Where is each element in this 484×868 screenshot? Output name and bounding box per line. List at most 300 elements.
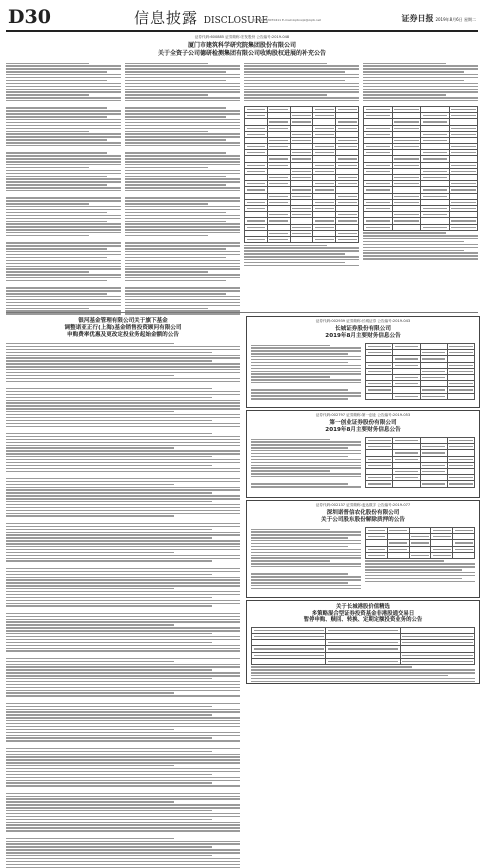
body-column — [125, 61, 240, 316]
text-line — [6, 417, 240, 418]
text-line — [6, 187, 121, 188]
text-line — [6, 577, 240, 578]
text-line — [6, 254, 121, 255]
text-line — [6, 86, 121, 87]
text-line — [6, 122, 121, 123]
text-line — [6, 678, 212, 679]
article-title: 深圳诺普信农化股份有限公司 关于公司股东股份解除质押的公告 — [321, 510, 405, 523]
text-line — [6, 532, 240, 533]
text-line — [363, 74, 478, 75]
text-line — [6, 709, 240, 710]
text-line — [6, 515, 174, 516]
text-line — [125, 271, 208, 272]
text-line — [6, 729, 174, 730]
text-line — [6, 841, 240, 842]
text-line — [6, 843, 240, 844]
article-body — [247, 437, 479, 489]
text-line — [6, 167, 89, 168]
text-line — [251, 566, 361, 567]
text-line — [251, 529, 330, 530]
text-line — [6, 158, 121, 159]
text-line — [125, 74, 240, 75]
text-line — [6, 280, 107, 281]
text-line — [6, 785, 240, 786]
text-line — [6, 771, 240, 772]
text-line — [244, 250, 359, 251]
text-line — [363, 247, 478, 248]
text-line — [6, 200, 121, 201]
text-line — [363, 89, 478, 90]
text-line — [6, 555, 240, 556]
text-line — [251, 379, 361, 380]
text-line — [6, 89, 121, 90]
text-line — [6, 706, 212, 707]
text-line — [363, 91, 478, 92]
text-line — [6, 436, 240, 437]
text-line — [125, 97, 240, 98]
text-line — [6, 498, 240, 499]
section-title: 信息披露 DISCLOSURE — [134, 9, 269, 27]
text-line — [363, 65, 478, 66]
text-line — [6, 71, 107, 72]
text-line — [6, 672, 240, 673]
text-line — [6, 242, 121, 243]
text-line — [6, 630, 240, 631]
text-line — [6, 107, 107, 108]
text-line — [6, 65, 121, 66]
text-line — [6, 732, 240, 733]
text-line — [6, 774, 212, 775]
text-line — [251, 392, 361, 393]
text-line — [6, 711, 240, 712]
text-line — [251, 543, 361, 544]
table-row — [252, 658, 475, 664]
text-line — [6, 495, 240, 496]
text-line — [125, 197, 240, 198]
data-table — [244, 106, 359, 243]
text-line — [125, 71, 226, 72]
text-line — [125, 176, 226, 177]
text-line — [6, 271, 89, 272]
text-line — [6, 645, 240, 646]
text-line — [125, 65, 240, 66]
text-line — [125, 155, 240, 156]
text-line — [6, 68, 121, 69]
text-line — [6, 571, 240, 572]
text-line — [244, 86, 359, 87]
text-line — [6, 540, 240, 541]
text-line — [251, 356, 361, 357]
text-line — [6, 414, 240, 415]
text-line — [125, 80, 226, 81]
text-line — [6, 447, 174, 448]
text-line — [6, 507, 240, 508]
text-line — [6, 405, 240, 406]
article-body — [247, 527, 479, 591]
text-line — [6, 801, 174, 802]
text-line — [6, 131, 89, 132]
text-line — [251, 345, 330, 346]
text-line — [6, 501, 212, 502]
text-line — [251, 675, 448, 676]
text-line — [125, 302, 240, 303]
text-line — [6, 83, 121, 84]
body-column — [244, 61, 359, 316]
text-line — [6, 299, 121, 300]
text-line — [125, 221, 226, 222]
text-line — [125, 251, 240, 252]
text-line — [6, 864, 240, 865]
text-line — [6, 754, 240, 755]
text-line — [251, 371, 361, 372]
text-line — [251, 476, 361, 477]
text-line — [6, 251, 121, 252]
text-line — [125, 91, 240, 92]
text-line — [125, 184, 226, 185]
text-line — [6, 369, 240, 370]
text-line — [125, 277, 240, 278]
data-table — [365, 343, 475, 400]
text-line — [125, 125, 240, 126]
text-line — [6, 714, 212, 715]
text-line — [125, 212, 226, 213]
text-line — [6, 173, 121, 174]
text-line — [125, 100, 240, 101]
text-line — [125, 263, 240, 264]
text-line — [365, 578, 462, 579]
text-line — [6, 400, 240, 401]
text-line — [6, 537, 212, 538]
text-line — [6, 723, 240, 724]
text-line — [6, 605, 212, 606]
text-line — [6, 642, 212, 643]
text-line — [6, 481, 240, 482]
text-line — [244, 245, 327, 246]
text-line — [6, 690, 240, 691]
text-line — [125, 139, 226, 140]
text-line — [251, 447, 348, 448]
text-line — [125, 235, 208, 236]
text-line — [6, 621, 240, 622]
text-line — [6, 798, 240, 799]
text-line — [6, 849, 240, 850]
text-line — [6, 394, 240, 395]
text-line — [363, 244, 478, 245]
text-line — [6, 513, 240, 514]
text-line — [251, 585, 361, 586]
text-line — [6, 830, 240, 831]
text-line — [6, 402, 240, 403]
text-line — [6, 591, 240, 592]
table-row — [366, 481, 475, 487]
text-line — [6, 423, 240, 424]
text-line — [6, 684, 240, 685]
text-line — [125, 89, 240, 90]
contact-info: 电话:010-63070411 E-mail:zqrbxxpl@zqrb.net — [252, 18, 321, 22]
text-line — [6, 206, 121, 207]
text-line — [125, 209, 240, 210]
text-line — [6, 223, 121, 224]
text-line — [6, 343, 174, 344]
text-line — [251, 470, 330, 471]
text-line — [6, 824, 240, 825]
text-line — [6, 648, 240, 649]
text-line — [6, 636, 240, 637]
text-line — [125, 215, 240, 216]
text-line — [6, 139, 107, 140]
text-line — [125, 83, 240, 84]
text-line — [6, 633, 212, 634]
article-meta: 证券代码:002137 证券简称:麦达数字 公告编号:2019-077 — [315, 503, 411, 507]
text-line — [6, 290, 121, 291]
text-line — [251, 389, 348, 390]
text-line — [251, 376, 330, 377]
text-line — [251, 666, 412, 667]
text-line — [251, 459, 361, 460]
article-meta: 证券代码:002939 证券简称:长城证券 公告编号:2019-043 — [315, 319, 411, 323]
text-line — [6, 695, 240, 696]
text-line — [6, 661, 174, 662]
text-line — [244, 94, 327, 95]
text-line — [6, 523, 240, 524]
text-line — [363, 232, 446, 233]
text-line — [6, 692, 174, 693]
text-line — [363, 235, 478, 236]
text-line — [6, 585, 240, 586]
masthead — [401, 13, 476, 24]
text-line — [251, 467, 361, 468]
text-line — [244, 247, 359, 248]
text-line — [251, 398, 348, 399]
text-line — [6, 560, 212, 561]
text-line — [6, 813, 240, 814]
text-line — [6, 765, 174, 766]
text-line — [6, 534, 240, 535]
table-row — [366, 552, 475, 558]
text-line — [125, 218, 240, 219]
text-line — [6, 442, 240, 443]
text-line — [6, 669, 212, 670]
paper-name: 证券日报 — [401, 13, 434, 23]
text-line — [6, 782, 212, 783]
text-line — [125, 187, 240, 188]
data-table — [251, 627, 475, 665]
article-nuopuxin — [246, 500, 480, 598]
text-line — [365, 569, 462, 570]
text-line — [6, 762, 240, 763]
text-line — [6, 624, 174, 625]
article-body — [247, 343, 479, 401]
text-line — [6, 357, 240, 358]
text-line — [6, 411, 174, 412]
text-line — [251, 531, 361, 532]
text-line — [125, 152, 226, 153]
text-line — [6, 408, 240, 409]
data-table — [365, 527, 475, 559]
text-line — [6, 305, 121, 306]
text-line — [6, 346, 240, 347]
text-line — [244, 253, 345, 254]
text-line — [363, 86, 478, 87]
text-line — [6, 717, 240, 718]
text-line — [6, 465, 212, 466]
text-line — [125, 110, 240, 111]
text-line — [244, 71, 345, 72]
text-line — [6, 627, 240, 628]
text-line — [6, 433, 212, 434]
text-line — [6, 726, 240, 727]
text-line — [6, 136, 121, 137]
text-line — [363, 258, 478, 259]
text-line — [6, 128, 121, 129]
text-line — [251, 353, 348, 354]
text-line — [6, 588, 174, 589]
text-line — [6, 456, 212, 457]
text-line — [363, 71, 464, 72]
text-line — [6, 352, 212, 353]
text-line — [125, 178, 240, 179]
text-line — [125, 313, 240, 314]
text-line — [6, 819, 212, 820]
text-line — [6, 266, 121, 267]
text-line — [125, 200, 240, 201]
text-line — [6, 453, 240, 454]
article-changcheng-fund — [246, 600, 480, 684]
text-line — [244, 91, 359, 92]
text-line — [6, 597, 212, 598]
text-line — [6, 155, 121, 156]
text-line — [251, 483, 348, 484]
text-line — [251, 350, 361, 351]
text-line — [6, 510, 240, 511]
text-line — [363, 250, 464, 251]
text-line — [6, 77, 121, 78]
text-line — [6, 116, 107, 117]
text-line — [6, 164, 121, 165]
text-line — [6, 277, 121, 278]
text-line — [6, 381, 240, 382]
text-line — [6, 681, 240, 682]
text-line — [6, 397, 212, 398]
text-line — [363, 252, 478, 253]
text-line — [6, 543, 240, 544]
text-line — [6, 735, 240, 736]
text-line — [125, 226, 240, 227]
text-line — [251, 540, 361, 541]
article-changcheng-securities — [246, 316, 480, 408]
text-line — [251, 462, 361, 463]
text-line — [251, 453, 361, 454]
text-line — [125, 131, 208, 132]
data-table — [365, 437, 475, 488]
text-line — [244, 256, 359, 257]
text-line — [6, 720, 240, 721]
text-line — [6, 302, 121, 303]
text-line — [244, 74, 359, 75]
text-line — [6, 600, 240, 601]
text-line — [244, 265, 359, 266]
text-line — [251, 534, 361, 535]
text-line — [251, 582, 348, 583]
text-line — [251, 560, 330, 561]
text-line — [6, 203, 89, 204]
text-line — [251, 373, 361, 374]
text-line — [125, 268, 240, 269]
text-line — [6, 245, 121, 246]
text-line — [125, 158, 240, 159]
text-line — [6, 459, 240, 460]
text-line — [251, 579, 361, 580]
text-line — [363, 100, 478, 101]
text-line — [125, 170, 240, 171]
text-line — [6, 861, 240, 862]
text-line — [125, 274, 240, 275]
text-line — [125, 245, 240, 246]
text-line — [125, 280, 226, 281]
text-line — [244, 68, 359, 69]
text-line — [251, 347, 361, 348]
text-line — [125, 136, 240, 137]
text-line — [6, 100, 121, 101]
text-line — [363, 68, 478, 69]
text-line — [365, 581, 475, 582]
text-line — [251, 672, 475, 673]
text-line — [6, 846, 212, 847]
text-line — [6, 526, 240, 527]
text-line — [6, 80, 107, 81]
text-line — [244, 65, 359, 66]
text-line — [6, 445, 240, 446]
text-line — [6, 658, 240, 659]
text-line — [6, 372, 240, 373]
text-line — [6, 613, 240, 614]
text-line — [6, 777, 240, 778]
text-line — [251, 456, 348, 457]
text-line — [125, 293, 226, 294]
text-line — [363, 83, 478, 84]
text-line — [125, 203, 208, 204]
text-line — [125, 68, 240, 69]
article-title: 第一创业证券股份有限公司 2019年8月主要财务信息公告 — [325, 420, 401, 433]
text-line — [125, 164, 240, 165]
text-line — [6, 420, 212, 421]
text-line — [6, 197, 121, 198]
text-line — [125, 266, 240, 267]
text-line — [6, 94, 89, 95]
text-line — [6, 63, 89, 64]
text-line — [6, 478, 240, 479]
text-line — [6, 487, 240, 488]
text-line — [125, 128, 240, 129]
page-number: D30 — [8, 6, 51, 28]
text-line — [6, 181, 121, 182]
issue-date: 2019年8月6日 星期二 — [435, 17, 476, 22]
text-line — [6, 287, 121, 288]
text-line — [251, 486, 361, 487]
text-line — [363, 241, 464, 242]
text-line — [6, 858, 240, 859]
text-line — [6, 780, 240, 781]
text-line — [6, 768, 240, 769]
text-line — [6, 675, 240, 676]
text-line — [6, 378, 240, 379]
text-line — [251, 395, 361, 396]
text-line — [244, 89, 359, 90]
text-line — [125, 133, 240, 134]
table-row — [245, 236, 359, 242]
text-line — [6, 568, 240, 569]
text-line — [251, 573, 348, 574]
